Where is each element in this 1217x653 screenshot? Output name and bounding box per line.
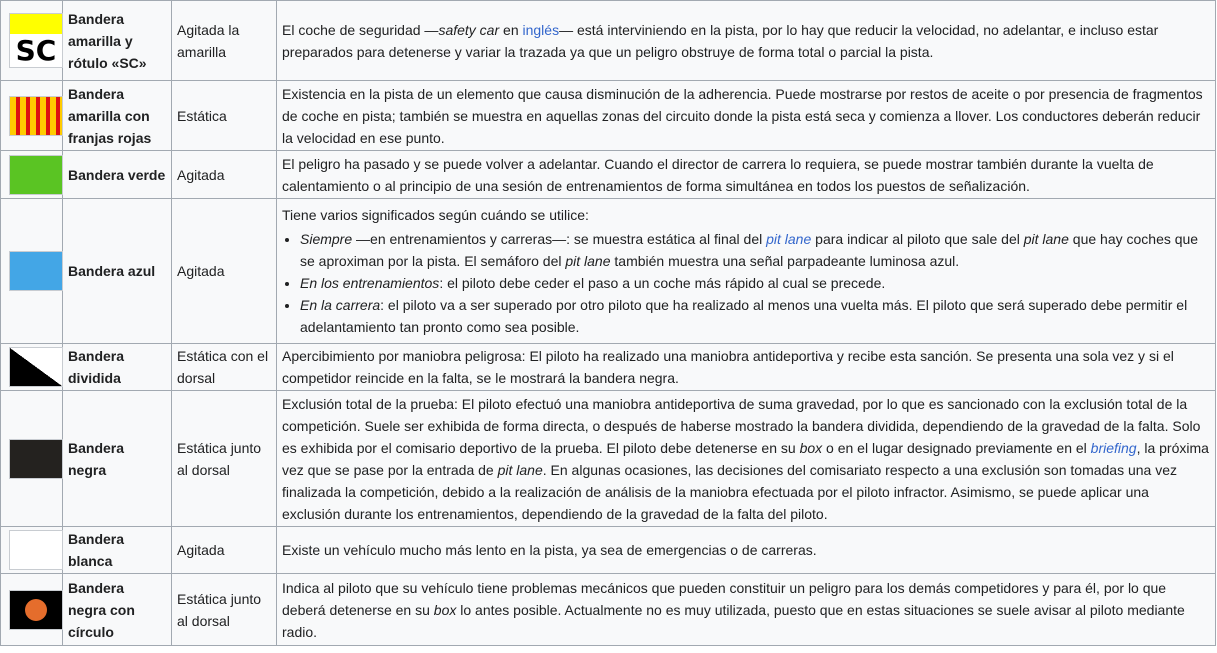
flag-name: Bandera negra [63,391,172,527]
yellow-sc-flag-icon [9,13,63,68]
divided-flag-icon [9,347,63,387]
sc-label: SC [10,34,62,67]
flag-usage: Agitada la amarilla [172,1,277,81]
desc-text: : el piloto debe ceder el paso a un coche más rápido al cual se precede. [439,275,886,291]
desc-italic: En los entrenamientos [300,275,440,291]
desc-text: . En algunas ocasiones, las decisiones del comisariato respecto a una exclusión son tomadas una vez finalizada la competición, debido a la realización de análisis de la maniobra efectuada por el piloto infractor. Asimismo, se puede aplicar una exclusión durante los entrenamientos, dependiendo de la gravedad de la falta del piloto. [282,461,1178,522]
link-text[interactable]: pit lane [766,231,812,247]
link-text[interactable]: briefing [1090,439,1137,456]
desc-italic: box [799,439,823,456]
flag-cell [1,527,63,574]
flag-usage: Agitada [172,151,277,199]
flag-cell [1,391,63,527]
table-row [1,344,1216,391]
table-row [1,151,1216,199]
flag-description: El peligro ha pasado y se puede volver a adelantar. Cuando el director de carrera lo requiera, se puede mostrar también durante la vuelta de calentamiento o al principio de una sesión de entrenamientos de forma simultánea en todos los puestos de señalización. [277,151,1216,199]
table-row [1,527,1216,574]
yellow-red-striped-flag-icon [9,96,63,136]
desc-text: — está interviniendo en la pista, por lo hay que reducir la velocidad, no adelantar, e incluso estar preparados para detenerse y variar la trazada ya que un peligro obstruye de forma total o parcial la pista. [282,21,1159,60]
flag-name: Bandera dividida [63,344,172,391]
flag-description: Apercibimiento por maniobra peligrosa: El piloto ha realizado una maniobra antideportiva y recibe esta sanción. Se presenta una sola vez y si el competidor reincide en la falta, se le mostrará la bandera negra. [277,344,1216,391]
desc-intro: Tiene varios significados según cuándo se utilice: [282,207,589,223]
white-flag-icon [9,530,63,570]
desc-italic: Siempre [300,231,353,247]
flag-name: Bandera verde [63,151,172,199]
flag-description [277,199,1216,344]
flag-name: Bandera azul [63,199,172,344]
black-circle-flag-icon [9,590,63,630]
table-row [1,199,1216,344]
list-item [300,228,1210,272]
blue-flag-icon [9,251,63,291]
flag-cell [1,151,63,199]
desc-italic: safety car [438,21,500,38]
link-briefing[interactable] [1091,440,1137,456]
link-ingles[interactable]: inglés [522,21,560,38]
table-row [1,391,1216,527]
flag-description: Existe un vehículo mucho más lento en la pista, ya sea de emergencias o de carreras. [277,527,1216,574]
desc-text: lo antes posible. Actualmente no es muy utilizada, puesto que en estas situaciones se suele avisar al piloto mediante radio. [282,601,1185,640]
flag-description [277,1,1216,81]
table-row [1,1,1216,81]
flag-description [277,574,1216,646]
desc-text: que hay coches que se aproximan por la pista. El semáforo del [300,231,1199,269]
desc-text: : el piloto va a ser superado por otro piloto que ha realizado al menos una vuelta más. El piloto que será superado debe permitir el adelantamiento tan pronto como sea posible. [300,297,1188,335]
flag-name: Bandera amarilla con franjas rojas [63,81,172,151]
table-row [1,574,1216,646]
flag-cell [1,1,63,81]
list-item [300,272,1210,294]
flag-usage: Agitada [172,199,277,344]
flag-cell [1,574,63,646]
link-pit-lane[interactable] [766,231,811,247]
table-row [1,81,1216,151]
list-item [300,294,1210,338]
orange-circle-icon [25,599,47,621]
flag-usage: Estática junto al dorsal [172,574,277,646]
desc-italic: pit lane [565,253,611,269]
flag-usage: Estática junto al dorsal [172,391,277,527]
desc-italic: En la carrera [300,297,381,313]
flag-name: Bandera negra con círculo [63,574,172,646]
desc-text: en [499,21,523,38]
green-flag-icon [9,155,63,195]
flag-cell [1,344,63,391]
desc-text: también muestra una señal parpadeante luminosa azul. [610,253,960,269]
flag-name: Bandera amarilla y rótulo «SC» [63,1,172,81]
desc-text: para indicar al piloto que sale del [811,231,1024,247]
flag-usage: Agitada [172,527,277,574]
flag-usage: Estática [172,81,277,151]
desc-text: Exclusión total de la prueba: El piloto efectuó una maniobra antideportiva de suma gravedad, por lo que es sancionado con la exclusión total de la competición. Suele ser exhibida de forma directa, o después de haberse mostrado la bandera dividida, dependiendo de la gravedad de la falta. Solo es exhibida por el comisario deportivo de la prueba. El piloto debe detenerse en su [282,395,1201,456]
desc-italic: pit lane [497,461,543,478]
flag-description: Existencia en la pista de un elemento que causa disminución de la adherencia. Puede mostrarse por restos de aceite o por presencia de fragmentos de coche en pista; también se muestra en aquellas zonas del circuito donde la pista está seca y comienza a llover. Los conductores deberán reducir la velocidad en ese punto. [277,81,1216,151]
desc-text: , la próxima vez que se pase por la entrada de [282,439,1209,478]
desc-italic: pit lane [1023,231,1069,247]
desc-italic: box [433,601,457,618]
black-flag-icon [9,439,63,479]
flag-usage: Estática con el dorsal [172,344,277,391]
flag-cell [1,81,63,151]
flag-cell [1,199,63,344]
desc-text: El coche de seguridad — [282,21,439,38]
desc-text: Indica al piloto que su vehículo tiene problemas mecánicos que pueden constituir un peligro para los demás competidores y para él, por lo que deberá detenerse en su [282,579,1167,618]
desc-text: o en el lugar designado previamente en el [822,439,1091,456]
desc-text: —en entrenamientos y carreras—: se muestra estática al final del [352,231,767,247]
meaning-list [282,228,1210,338]
flag-name: Bandera blanca [63,527,172,574]
flag-description [277,391,1216,527]
